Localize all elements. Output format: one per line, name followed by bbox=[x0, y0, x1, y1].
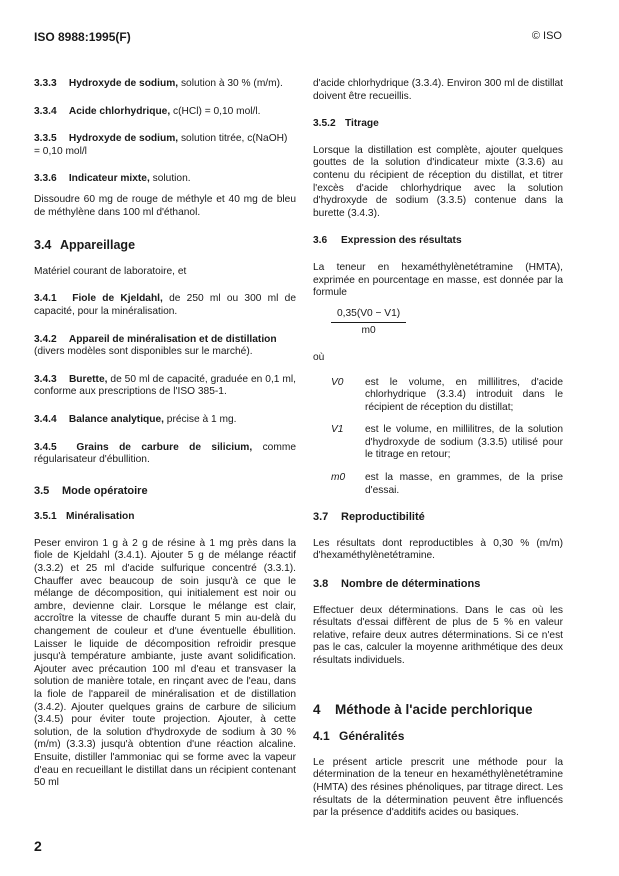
formula-denominator: m0 bbox=[361, 325, 376, 337]
definition-m0: m0 est la masse, en grammes, de la prise d'essai. bbox=[331, 472, 563, 496]
clause-3-4-5: 3.4.5 Grains de carbure de silicium, comme régularisateur d'ébullition. bbox=[34, 441, 296, 466]
section-4-heading: 4 Méthode à l'acide perchlorique bbox=[313, 701, 533, 717]
section-3-5-2-body: Lorsque la distillation est complète, ajouter quelques gouttes de la solution d'indicateur mixte (3.3.6) au contenu du récipient de réception du distillat, et titrer l'excès d'acide chlorhydrique avec la solution d'hydroxyde de sodium (3.3.5) contenue dans la burette (3.4.3). bbox=[313, 144, 563, 219]
left-column bbox=[34, 78, 296, 790]
clause-3-3-6-body: Dissoudre 60 mg de rouge de méthyle et 40 mg de bleu de méthylène dans 100 ml d'éthanol. bbox=[34, 193, 296, 218]
clause-3-3-4: 3.3.4 Acide chlorhydrique, c(HCl) = 0,10 mol/l. bbox=[34, 105, 261, 117]
copyright-mark: © ISO bbox=[531, 30, 562, 42]
variable-definitions bbox=[331, 377, 563, 498]
document-standard-id: ISO 8988:1995(F) bbox=[34, 30, 131, 44]
section-3-7-heading: 3.7 Reproductibilité bbox=[313, 511, 425, 524]
section-3-8-heading: 3.8 Nombre de déterminations bbox=[313, 578, 481, 591]
section-3-5-2-heading: 3.5.2 Titrage bbox=[313, 118, 379, 130]
section-3-4-body: Matériel courant de laboratoire, et bbox=[34, 265, 187, 277]
definition-v1: V1 est le volume, en millilitres, de la solution d'hydroxyde de sodium (3.3.5) utilisé pour le titrage en retour; bbox=[331, 424, 563, 461]
section-3-6-heading: 3.6 Expression des résultats bbox=[313, 235, 462, 247]
hmta-formula bbox=[331, 308, 406, 338]
section-3-5-1-heading: 3.5.1 Minéralisation bbox=[34, 511, 135, 523]
section-3-8-body: Effectuer deux déterminations. Dans le cas où les résultats d'essai diffèrent de plus de 5 % en valeur relative, refaire deux autres déterminations. Si ce n'est pas le cas, calculer la moyenne arithmétique des deux résultats individuels. bbox=[313, 604, 563, 666]
clause-3-4-1: 3.4.1 Fiole de Kjeldahl, de 250 ml ou 300 ml de capacité, pour la minéralisation. bbox=[34, 293, 296, 317]
section-3-5-heading: 3.5 Mode opératoire bbox=[34, 484, 148, 497]
clause-3-3-6: 3.3.6 Indicateur mixte, solution. bbox=[34, 173, 191, 185]
clause-3-3-5: 3.3.5 Hydroxyde de sodium, solution titrée, c(NaOH) = 0,10 mol/l bbox=[34, 133, 288, 157]
right-column bbox=[313, 78, 563, 820]
definition-v0: V0 est le volume, en millilitres, d'acide chlorhydrique (3.3.4) introduit dans le récipient de réception du distillat; bbox=[331, 376, 563, 413]
clause-3-4-3: 3.4.3 Burette, de 50 ml de capacité, graduée en 0,1 ml, conforme aux prescriptions de l'ISO 385-1. bbox=[34, 373, 296, 398]
section-3-5-1-body: Peser environ 1 g à 2 g de résine à 1 mg près dans la fiole de Kjeldahl (3.4.1). Ajouter 5 g de mélange réactif (3.3.2) et 25 ml d'acide sulfurique concentré (3.3.1). Chauffer avec beaucoup de soin jusqu'à ce que le mélange de décomposition, qui initialement est noir ou ambre, devienne clair. Lorsque le mélange est clair, accroître la vitesse de chauffe durant 5 min au-delà du changement de couleur et d'une éventuelle ébullition. Laisser le liquide de décomposition refroidir presque jusqu'à température ambiante, juste avant solidification. Ajouter avec précaution 100 ml d'eau et transvaser la solution de manière totale, en rinçant avec de l'eau, dans la fiole de l'appareil de minéralisation et de distillation (3.4.2). Ajouter quelques grains de carbure de silicium (3.4.5) pour éviter toute projection. Ajouter, à cette solution, de la solution d'hydroxyde de sodium à 30 % (m/m) (3.3.3) jusqu'à obtention d'une réaction alcaline. Ensuite, distiller l'ammoniac qui se forme avec la vapeur d'eau en recueillant le distillat dans un récipient contenant 50 ml bbox=[34, 537, 296, 789]
formula-numerator: 0,35(V0 − V1) bbox=[331, 308, 406, 324]
section-3-4-heading: 3.4 Appareillage bbox=[34, 238, 136, 253]
clause-3-4-2: 3.4.2 Appareil de minéralisation et de distillation (divers modèles sont disponibles sur le marché). bbox=[34, 333, 277, 358]
ou-label: où bbox=[313, 351, 325, 363]
section-3-7-body: Les résultats dont reproductibles à 0,30 % (m/m) d'hexaméthylènetétramine. bbox=[313, 537, 563, 562]
section-4-1-heading: 4.1 Généralités bbox=[313, 729, 405, 744]
section-4-1-body: Le présent article prescrit une méthode pour la détermination de la teneur en hexaméthylènetétramine (HMTA) des résines phénoliques, par titrage direct. Les résultats de la détermination peuvent être influencés par la présence d'additifs acides ou basiques. bbox=[313, 756, 563, 819]
clause-3-4-4: 3.4.4 Balance analytique, précise à 1 mg. bbox=[34, 413, 237, 425]
page-number: 2 bbox=[34, 838, 42, 854]
section-3-6-body: La teneur en hexaméthylènetétramine (HMTA), exprimée en pourcentage en masse, est donnée par la formule bbox=[313, 261, 563, 299]
clause-3-3-3: 3.3.3 Hydroxyde de sodium, solution à 30 % (m/m). bbox=[34, 78, 283, 89]
continuation-text: d'acide chlorhydrique (3.3.4). Environ 300 ml de distillat doivent être recueillis. bbox=[313, 78, 563, 102]
